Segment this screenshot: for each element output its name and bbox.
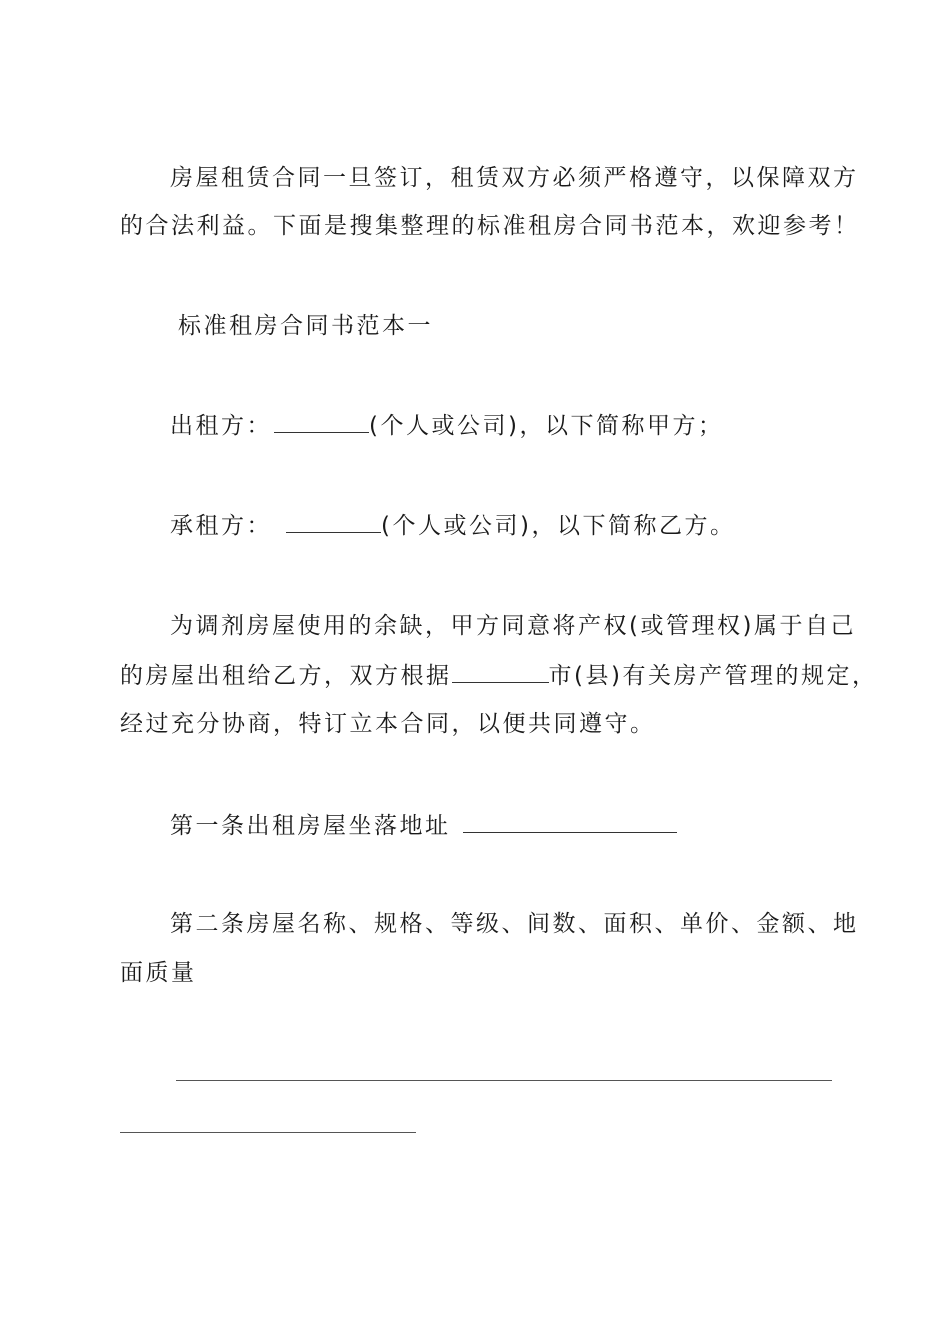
preamble-line-3: 经过充分协商，特订立本合同，以便共同遵守。 <box>120 711 656 737</box>
intro-line-2: 的合法利益。下面是搜集整理的标准租房合同书范本，欢迎参考！ <box>120 213 860 239</box>
fill-in-rule-1[interactable] <box>176 1080 832 1081</box>
lessee-name-blank[interactable] <box>286 510 381 533</box>
preamble-line-1: 为调剂房屋使用的余缺，甲方同意将产权(或管理权)属于自己 <box>170 613 856 639</box>
article-2-line-2: 面质量 <box>120 960 197 986</box>
lessor-suffix: (个人或公司)，以下简称甲方； <box>369 413 724 439</box>
article-1-line <box>170 810 677 842</box>
address-blank[interactable] <box>463 810 677 833</box>
lessor-label: 出租方： <box>170 413 272 439</box>
preamble-line-2 <box>120 660 877 692</box>
lessee-label: 承租方： <box>170 513 272 539</box>
lessor-name-blank[interactable] <box>274 410 369 433</box>
preamble-line-2-after: 市(县)有关房产管理的规定， <box>548 663 878 689</box>
lessor-line <box>170 410 723 442</box>
lessee-line <box>170 510 735 542</box>
section-title: 标准租房合同书范本一 <box>178 313 433 339</box>
article-1-text: 第一条出租房屋坐落地址 <box>170 813 451 839</box>
article-2-line-1: 第二条房屋名称、规格、等级、间数、面积、单价、金额、地 <box>170 911 859 937</box>
city-blank[interactable] <box>452 660 549 683</box>
intro-line-1: 房屋租赁合同一旦签订，租赁双方必须严格遵守，以保障双方 <box>170 165 859 191</box>
lessee-suffix: (个人或公司)，以下简称乙方。 <box>381 513 736 539</box>
fill-in-rule-2[interactable] <box>120 1132 416 1133</box>
preamble-line-2-before: 的房屋出租给乙方，双方根据 <box>120 663 452 689</box>
